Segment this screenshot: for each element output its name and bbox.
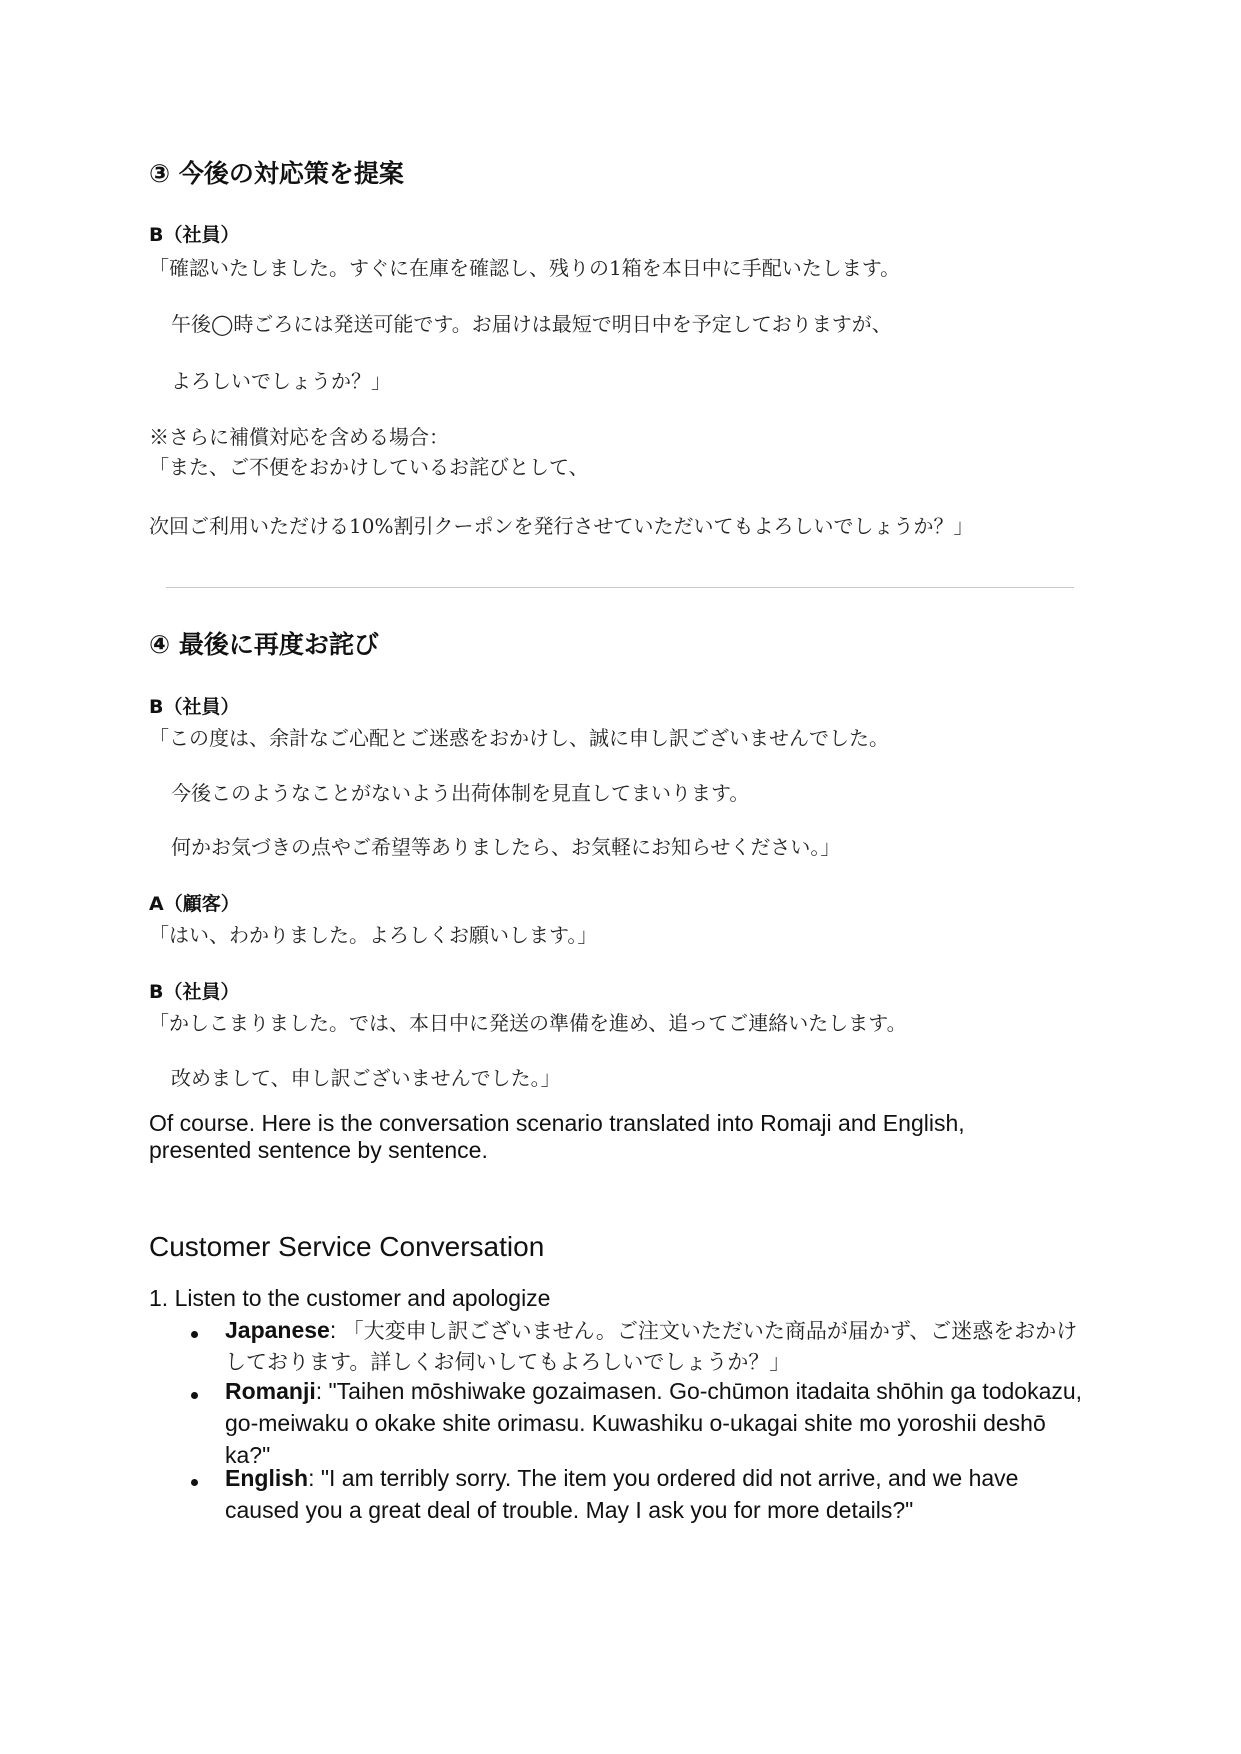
item-key: Romanji bbox=[225, 1378, 316, 1404]
note-line: 次回ご利用いただける10%割引クーポンを発行させていただいてもよろしいでしょうか？」 bbox=[149, 514, 974, 538]
dialogue-line: 今後このようなことがないよう出荷体制を見直してまいります。 bbox=[171, 781, 750, 805]
dialogue-line: 「はい、わかりました。よろしくお願いします。」 bbox=[149, 923, 598, 947]
item-value: 「大変申し訳ございません。ご注文いただいた商品が届かず、ご迷惑をおかけしております。詳しくお伺いしてもよろしいでしょうか？」 bbox=[225, 1319, 1078, 1374]
dialogue-line: 「この度は、余計なご心配とご迷惑をおかけし、誠に申し訳ございませんでした。 bbox=[149, 726, 889, 750]
dialogue-line: 何かお気づきの点やご希望等ありましたら、お気軽にお知らせください。」 bbox=[171, 835, 841, 859]
dialogue-line: 午後◯時ごろには発送可能です。お届けは最短で明日中を予定しておりますが、 bbox=[171, 312, 892, 336]
note-line: 「また、ご不便をおかけしているお詫びとして、 bbox=[149, 455, 589, 479]
bullet-icon bbox=[191, 1331, 198, 1338]
speaker-label: A（顧客） bbox=[149, 893, 240, 915]
speaker-label: B（社員） bbox=[149, 981, 240, 1003]
list-item-romanji: Romanji: "Taihen mōshiwake gozaimasen. Go-chūmon itadaita shōhin ga todokazu, go-meiwaku o okake shite orimasu. Kuwashiku o-ukagai shite mo yoroshii deshō ka?" bbox=[225, 1378, 1083, 1468]
intro-text: presented sentence by sentence. bbox=[149, 1137, 488, 1163]
item-value: "Taihen mōshiwake gozaimasen. Go-chūmon itadaita shōhin ga todokazu, go-meiwaku o okake shite orimasu. Kuwashiku o-ukagai shite mo yoroshii deshō ka?" bbox=[225, 1378, 1083, 1468]
item-key: Japanese bbox=[225, 1317, 330, 1343]
conversation-title: Customer Service Conversation bbox=[149, 1231, 545, 1262]
list-item-japanese: Japanese: 「大変申し訳ございません。ご注文いただいた商品が届かず、ご迷惑をおかけしております。詳しくお伺いしてもよろしいでしょうか？」 bbox=[225, 1317, 1078, 1374]
step-label: 1. Listen to the customer and apologize bbox=[149, 1285, 551, 1311]
item-key: English bbox=[225, 1465, 309, 1491]
dialogue-line: 「確認いたしました。すぐに在庫を確認し、残りの1箱を本日中に手配いたします。 bbox=[149, 256, 901, 280]
section-divider bbox=[166, 587, 1074, 588]
dialogue-line: 「かしこまりました。では、本日中に発送の準備を進め、追ってご連絡いたします。 bbox=[149, 1011, 907, 1035]
dialogue-line: よろしいでしょうか？」 bbox=[171, 369, 391, 393]
item-value: "I am terribly sorry. The item you ordered did not arrive, and we have caused you a great deal of trouble. May I ask you for more details?" bbox=[225, 1465, 1019, 1523]
note-label: ※さらに補償対応を含める場合： bbox=[149, 425, 449, 449]
bullet-icon bbox=[191, 1392, 198, 1399]
intro-text: Of course. Here is the conversation scenario translated into Romaji and English, bbox=[149, 1110, 965, 1136]
bullet-icon bbox=[191, 1479, 198, 1486]
speaker-label: B（社員） bbox=[149, 224, 240, 246]
section-3-heading: ③ 今後の対応策を提案 bbox=[149, 159, 404, 188]
dialogue-line: 改めまして、申し訳ございませんでした。」 bbox=[171, 1066, 561, 1090]
speaker-label: B（社員） bbox=[149, 696, 240, 718]
section-4-heading: ④ 最後に再度お詫び bbox=[149, 630, 379, 659]
list-item-english: English: "I am terribly sorry. The item you ordered did not arrive, and we have caused you a great deal of trouble. May I ask you for more details?" bbox=[225, 1465, 1019, 1523]
